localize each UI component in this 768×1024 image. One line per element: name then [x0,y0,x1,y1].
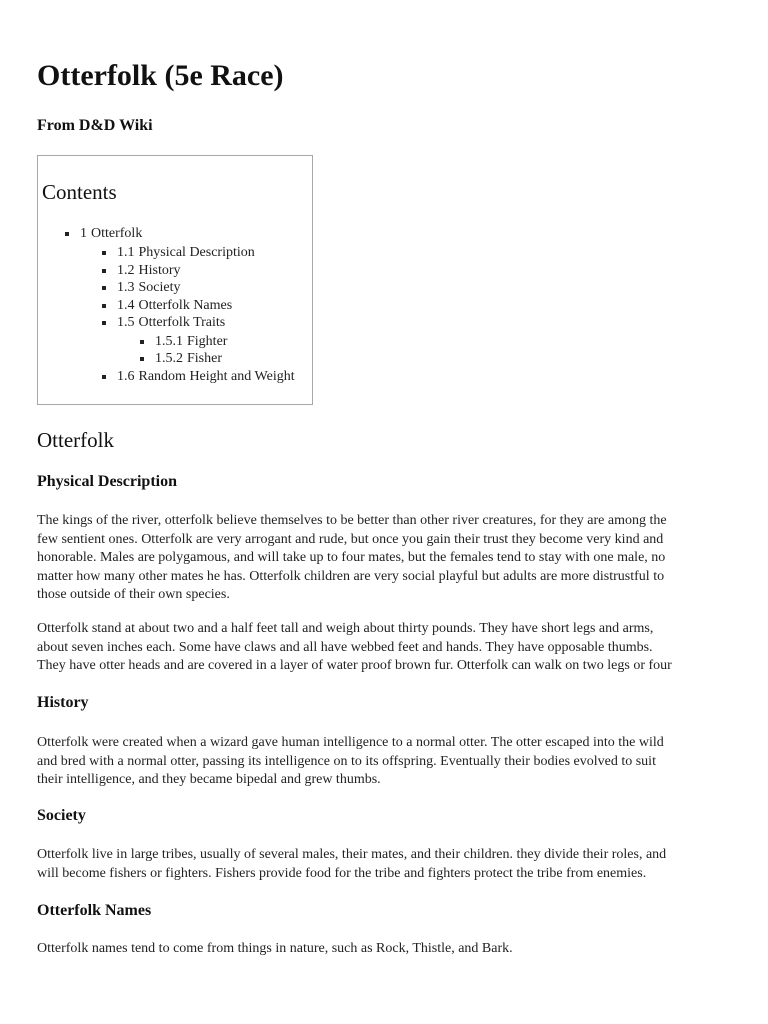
toc-item-society[interactable] [117,279,181,296]
bullet-icon [140,340,144,344]
paragraph-history [37,734,727,790]
toc-label: Random Height and Weight [138,369,295,384]
text-line: those outside of their own species. [37,587,230,602]
toc-number: 1.3 [117,280,135,295]
text-line: will become fishers or fighters. Fishers provide food for the tribe and fighters protect the tribe from enemies. [37,865,647,881]
subsection-heading-history: History [37,694,89,711]
toc-label: Otterfolk [91,226,143,241]
toc-item-random-height-weight[interactable] [117,368,295,385]
toc-label: Physical Description [138,245,255,260]
toc-label: Otterfolk Traits [138,315,226,330]
site-subtitle: From D&D Wiki [37,117,153,134]
text-line: honorable. Males are polygamous, and will take up to four mates, but the females tend to stay with one male, no [37,550,666,565]
toc-number: 1.5.2 [155,351,183,366]
paragraph-names [37,940,727,959]
toc-number: 1.1 [117,245,135,260]
toc-item-otterfolk-traits[interactable] [117,314,225,331]
toc-label: History [138,263,181,278]
text-line: Otterfolk were created when a wizard gave human intelligence to a normal otter. The otter escaped into the wild [37,735,664,750]
text-line: They have otter heads and are covered in a layer of water proof brown fur. Otterfolk can walk on two legs or four [37,658,672,673]
bullet-icon [102,286,106,290]
text-line: and bred with a normal otter, passing its intelligence on to its offspring. Eventually their bodies evolved to suit [37,753,656,769]
toc-label: Fighter [187,334,228,349]
bullet-icon [140,357,144,361]
toc-item-fisher[interactable] [155,350,222,367]
toc-label: Fisher [187,351,222,366]
section-heading-otterfolk: Otterfolk [37,428,114,452]
paragraph-physical-1 [37,512,727,605]
text-line: matter how many other mates he has. Otterfolk children are very social playful but adults are more distrustful to [37,568,665,584]
page-title: Otterfolk (5e Race) [37,59,284,92]
bullet-icon [65,232,69,236]
toc-label: Society [138,280,181,295]
toc-item-otterfolk[interactable] [80,225,142,242]
toc-number: 1.6 [117,369,135,384]
toc-number: 1.4 [117,298,135,313]
subsection-heading-otterfolk-names: Otterfolk Names [37,902,152,919]
toc-number: 1.2 [117,263,135,278]
toc-number: 1.5.1 [155,334,183,349]
text-line: Otterfolk stand at about two and a half feet tall and weigh about thirty pounds. They have short legs and arms, [37,621,654,636]
text-line: their intelligence, and they became bipedal and grew thumbs. [37,772,381,787]
bullet-icon [102,304,106,308]
text-line: about seven inches each. Some have claws and all have webbed feet and hands. They have opposable thumbs. [37,639,653,655]
toc-label: Otterfolk Names [138,298,233,313]
toc-item-physical-description[interactable] [117,244,255,261]
toc-item-otterfolk-names[interactable] [117,297,232,314]
bullet-icon [102,251,106,255]
bullet-icon [102,321,106,325]
subsection-heading-physical-description: Physical Description [37,473,177,490]
toc-heading: Contents [42,180,117,204]
toc-number: 1 [80,226,87,241]
subsection-heading-society: Society [37,807,86,824]
paragraph-society [37,846,727,883]
text-line: Otterfolk live in large tribes, usually of several males, their mates, and their children. they divide their roles, and [37,847,667,862]
paragraph-physical-2 [37,620,727,676]
bullet-icon [102,375,106,379]
toc-item-history[interactable] [117,262,181,279]
toc-number: 1.5 [117,315,135,330]
toc-item-fighter[interactable] [155,333,227,350]
text-line: The kings of the river, otterfolk believe themselves to be better than other river creatures, for they are among the [37,513,667,528]
bullet-icon [102,269,106,273]
text-line: few sentient ones. Otterfolk are very arrogant and rude, but once you gain their trust they become very kind and [37,531,664,547]
text-line: Otterfolk names tend to come from things in nature, such as Rock, Thistle, and Bark. [37,941,513,956]
